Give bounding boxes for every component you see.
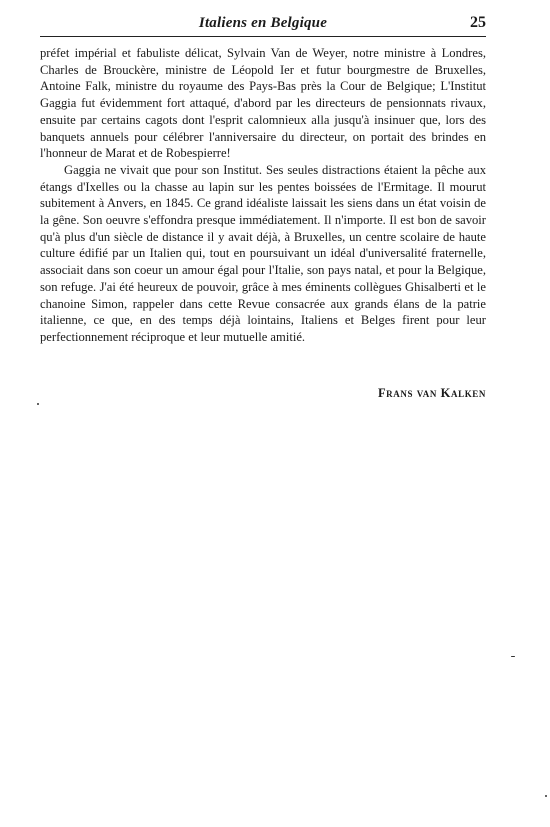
author-signature: Frans van Kalken — [377, 386, 486, 400]
running-header — [40, 14, 486, 37]
page-number: 25 — [470, 14, 486, 31]
print-speck — [545, 795, 547, 797]
article-body — [40, 45, 486, 346]
running-title: Italiens en Belgique — [198, 15, 328, 31]
paragraph-continuation: préfet impérial et fabuliste délicat, Sylvain Van de Weyer, notre ministre à Londres, Charles de Brouckère, ministre de Léopold Ier et futur bourgmestre de Bruxelles, Antoine Falk, ministre du royaume des Pays-Bas près la Cour de Belgique; L'Institut Gaggia fut évidemment fort attaqué, d'abord par les directeurs de pensionnats rivaux, ensuite par certains cagots dont l'esprit calomnieux alla jusqu'à insinuer que, lors des banquets annuels pour célébrer l'anniversaire du directeur, on portait des brindes en l'honneur de Marat et de Robespierre! — [40, 46, 486, 161]
print-speck — [511, 656, 515, 657]
print-speck — [37, 403, 39, 405]
paragraph-gaggia: Gaggia ne vivait que pour son Institut. Ses seules distractions étaient la pêche aux étangs d'Ixelles ou la chasse au lapin sur les pentes boissées de l'Ermitage. Il mourut subitement à Anvers, en 1845. Ce grand idéaliste laissait les siens dans un état voisin de la gêne. Son oeuvre s'effondra presque immédiatement. Il n'importe. Il est bon de savoir qu'à plus d'un siècle de distance il y avait déjà, à Bruxelles, un centre scolaire de haute culture édifié par un Italien qui, tout en poursuivant un idéal d'universalité fraternelle, associait dans son coeur un amour égal pour l'Italie, son pays natal, et pour la Belgique, son refuge. J'ai été heureux de pouvoir, grâce à mes éminents collègues Ghisalberti et le chanoine Simon, rappeler dans cette Revue consacrée aux grands élans de la patrie italienne, ce que, en des temps déjà lointains, Italiens et Belges firent pour leur perfectionnement réciproque et leur mutuelle amitié. — [40, 162, 486, 344]
